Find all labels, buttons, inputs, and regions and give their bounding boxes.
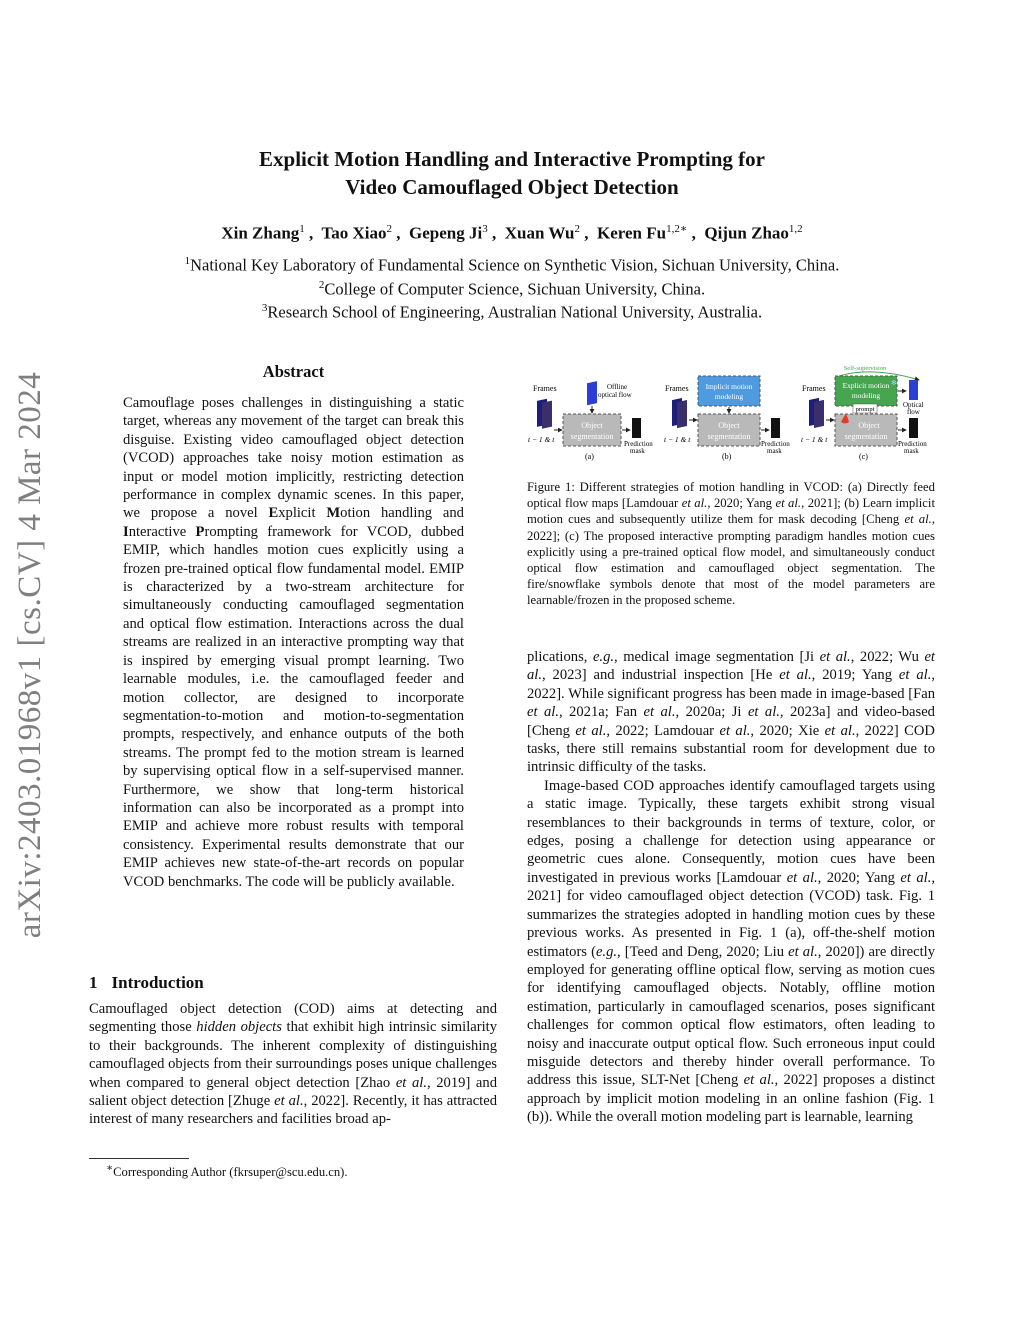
citation-etal: et al. [824,722,856,739]
body-text: , 2023] and industrial inspection [He [542,667,780,684]
citation-etal: et al. [643,704,676,721]
body-text: , 2022] proposes a distinct approach by implicit motion modeling in an online fashion (Fig. 1 (b)). While the overall motion modeling part is learnable, learning [527,1072,935,1126]
panel-a-label: (a) [585,452,594,461]
emip-letter: P [195,523,205,540]
citation-etal: et al. [395,1074,427,1091]
caption-text: Figure 1: Different strategies of motion handling in VCOD: (a) Directly feed optical flow maps [Lamdouar [527,480,935,511]
offline-label: optical flow [598,391,632,399]
panel-b [664,376,790,461]
affiliation-mark: 3 [261,302,268,314]
prediction-label: Prediction [761,440,790,448]
citation-etal: et al. [779,667,812,684]
intro-text: Camouflaged object detection (COD) aims at detecting and segmenting those [89,1001,497,1036]
explicit-motion-label: Explicit motion [842,381,890,390]
prediction-mask [771,418,780,438]
object-segmentation-label: Object [718,421,740,430]
panel-c-label: (c) [859,452,868,461]
body-text: plications, [527,649,593,665]
explicit-motion-label: modeling [851,391,881,400]
body-text: , 2022; Wu [850,649,925,665]
implicit-motion-box [698,376,760,406]
panel-b-label: (b) [722,452,732,461]
author-name: Tao Xiao [321,223,387,243]
affiliation-text: College of Computer Science, Sichuan University, China. [324,279,706,299]
prediction-label: mask [630,447,645,455]
optical-flow-output [909,380,918,400]
frames-label: Frames [533,384,557,393]
footnote [106,1162,348,1180]
abstract-text: xplicit [278,505,327,522]
emip-letter: I [123,523,129,540]
citation-etal: et al. [274,1093,304,1110]
prediction-mask [632,418,641,438]
prompt-label: prompt [855,406,875,413]
abstract-text: otion handling and [340,505,464,522]
abstract-text: rompting framework for VCOD, dubbed EMIP, which handles motion cues explicitly using a frozen pre-trained optical flow fundamental model. EMIP is characterized by a two-stream architecture for simultaneously conducting camouflaged segmentation and optical flow estimation. Interactions across the dual streams are realized in an interactive prompting way that is inspired by emerging visual prompt learning. Two learnable modules, i.e. the camouflaged feeder and motion collector, are designed to incorporate segmentation-to-motion and motion-to-segmentation prompts, respectively, and enhance outputs of the both streams. The prompt fed to the motion stream is learned by supervising optical flow in a self-supervised manner. Furthermore, we show that long-term historical information can also be incorporated as a prompt into EMIP and achieve more robust results with temporal consistency. Experimental results demonstrate that our EMIP achieves new state-of-the-art records on popular VCOD benchmarks. The code will be publicly available. [123,523,464,890]
optical-flow-label: Optical [903,401,924,409]
title-line-2: Video Camouflaged Object Detection [345,175,679,199]
intro-emphasis: hidden objects [196,1019,282,1036]
body-text: , [Teed and Deng, 2020; Liu [617,943,789,960]
body-text: , 2019; Yang [811,667,899,684]
abstract-text: nteractive [128,523,196,540]
implicit-motion-label: modeling [714,392,744,401]
citation-etal: et al. [681,496,708,511]
optical-flow-label: flow [907,408,920,416]
affiliation-mark: 1 [184,255,191,267]
affiliation-text: National Key Laboratory of Fundamental Science on Synthetic Vision, Sichuan University, China. [190,255,840,275]
frame-image [814,400,824,428]
offline-label: Offline [607,383,628,391]
figure-1-caption [527,479,935,609]
section-number: 1 [89,973,98,992]
self-supervision-label: Self-supervision [843,365,887,372]
citation-etal: et al. [904,512,932,527]
author-affil-mark: 2 [386,223,393,235]
object-segmentation-label: segmentation [844,432,888,441]
prediction-label: Prediction [898,440,927,448]
object-segmentation-label: Object [581,421,603,430]
citation-etal: et al. [575,722,607,739]
citation-etal: et al. [786,869,818,886]
body-text: , 2022]. While significant progress has been made in image-based [Fan [527,667,936,702]
emip-letter: E [268,505,279,522]
body-emphasis: e.g. [592,649,615,665]
frames-label: Frames [665,384,689,393]
author-affil-mark: 1 [299,223,305,235]
citation-etal: et al. [747,704,780,721]
body-text: , 2020; Xie [750,722,825,739]
author-name: Xin Zhang [221,223,300,243]
footnote-mark: ∗ [106,1163,114,1174]
author-affil-mark: 3 [482,223,488,235]
arxiv-identifier: arXiv:2403.01968v1 [cs.CV] 4 Mar 2024 [12,371,48,939]
caption-text: , 2022]; (c) The proposed interactive prompting paradigm handles motion cues explicitly using a pre-trained optical flow model, and simultaneously conduct optical flow estimation and camouflaged object segmentation. The fire/snowflake symbols denote that most of the model parameters are learnable/frozen in the proposed scheme. [527,512,935,608]
citation-etal: et al. [527,704,559,721]
paragraph [527,777,935,1127]
section-heading-introduction [89,973,204,993]
caption-text: , 2021]; (b) Learn implicit motion cues and subsequently utilize them for mask decoding [Cheng [527,496,935,527]
abstract-body [123,394,464,891]
intro-text: , 2022]. Recently, it has attracted interest of many researchers and facilities broad ap- [89,1093,497,1128]
object-segmentation-label: segmentation [707,432,751,441]
affiliation-2 [0,279,1024,300]
time-label: t − 1 & t [528,435,555,444]
body-text: , 2020a; Ji [675,704,748,721]
object-segmentation-box [563,414,621,446]
citation-etal: et al. [898,667,932,684]
object-segmentation-label: segmentation [570,432,614,441]
time-label: t − 1 & t [801,435,828,444]
author-affil-mark: 1,2∗ [666,223,688,235]
citation-etal: et al. [719,722,751,739]
time-label: t − 1 & t [664,435,691,444]
object-segmentation-label: Object [858,421,880,430]
frames-label: Frames [802,384,826,393]
body-text: , 2022] COD tasks, there still remains substantial room for development due to intrinsic difficulty of the tasks. [527,722,935,776]
body-text: Image-based COD approaches identify camouflaged targets using a static image. Typically, these targets exhibit strong visual resemblances to their backgrounds in terms of texture, color, or edges, posing a challenge for detection using appearance or geometric cues alone. Consequently, motion cues have been investigated in previous works [Lamdouar [527,777,935,886]
author-affil-mark: 2 [574,223,580,235]
title-line-1: Explicit Motion Handling and Interactive Prompting for [259,147,765,171]
prediction-label: mask [767,447,782,455]
snowflake-icon: ✻ [891,379,897,387]
body-text: , 2022; Lamdouar [606,722,720,739]
author-name: Keren Fu [597,223,667,243]
frame-image [542,401,552,429]
body-text: , 2021a; Fan [558,704,644,721]
affiliation-text: Research School of Engineering, Australian National University, Australia. [267,302,763,322]
citation-etal: et al. [743,1072,775,1089]
body-text: , medical image segmentation [Ji [614,649,820,665]
frame-image [677,400,687,428]
prediction-label: mask [904,447,919,455]
citation-etal: et al. [900,869,932,886]
abstract-heading: Abstract [262,362,325,381]
panel-c [801,365,927,461]
prediction-label: Prediction [624,440,653,448]
author-name: Gepeng Ji [409,223,483,243]
body-text: , 2021] for video camouflaged object detection (VCOD) task. Fig. 1 summarizes the strategies adopted in handling motion cues by these previous works. As presented in Fig. 1 (a), off-the-shelf motion estimators ( [527,869,936,960]
body-text: , 2023a] and video-based [Cheng [527,704,935,739]
citation-etal: et al. [788,943,818,960]
citation-etal: et al. [775,496,802,511]
intro-text: , 2019] and salient object detection [Zhuge [89,1074,498,1110]
body-text: , 2020]) are directly employed for generating offline optical flow, serving as motion cues for identifying camouflaged objects. Notably, offline motion estimation, particularly in camouflaged scenarios, poses significant challenges for common optical flow estimators, often leading to noisy and inaccurate output optical flow. Such erroneous input could misguide detectors and thereby hinder overall performance. To address this issue, SLT-Net [Cheng [527,943,936,1089]
paragraph [527,648,935,777]
panel-a [528,381,653,461]
paper-title [0,145,1024,201]
figure-1-diagram [527,364,935,474]
introduction-body [89,1000,497,1129]
author-name: Qijun Zhao [704,223,789,243]
body-emphasis: e.g. [595,943,618,960]
intro-text: that exhibit high intrinsic similarity to their backgrounds. The inherent complexity of distinguishing camouflaged objects from their surroundings poses unique challenges when compared to general object detection [Zhao [89,1019,497,1091]
footnote-text: Corresponding Author (fkrsuper@scu.edu.cn). [113,1165,348,1180]
author-name: Xuan Wu [504,223,575,243]
footnote-rule [89,1158,189,1159]
author-list: Xin Zhang$^1$ , Tao Xiao$^2$ , Gepeng Ji$^3$ , Xuan Wu$^2$ , Keren $Fu^{1,2∗}$ , Qijun Zhao$^{1,2}$ [221,223,803,243]
affiliation-3 [0,302,1024,323]
prediction-mask [909,418,918,438]
section-title: Introduction [111,973,204,992]
object-segmentation-box [698,414,760,446]
affiliation-1 [0,255,1024,276]
emip-letter: M [326,505,341,522]
citation-etal: et al. [527,649,935,684]
abstract-text: Camouflage poses challenges in distinguishing a static target, whereas any movement of the target can break this disguise. Existing video camouflaged object detection (VCOD) approaches take noisy motion estimation as input or model motion implicitly, restricting detection performance in complex dynamic scenes. In this paper, we propose a novel [123,395,464,522]
author-affil-mark: 1,2 [788,223,803,235]
body-text: , 2020; Yang [817,869,901,886]
optical-flow-map [587,381,597,405]
affiliation-mark: 2 [318,279,325,291]
citation-etal: et al. [819,649,851,665]
implicit-motion-label: Implicit motion [705,382,753,391]
right-column-body [527,648,935,1127]
caption-text: , 2020; Yang [707,496,776,511]
